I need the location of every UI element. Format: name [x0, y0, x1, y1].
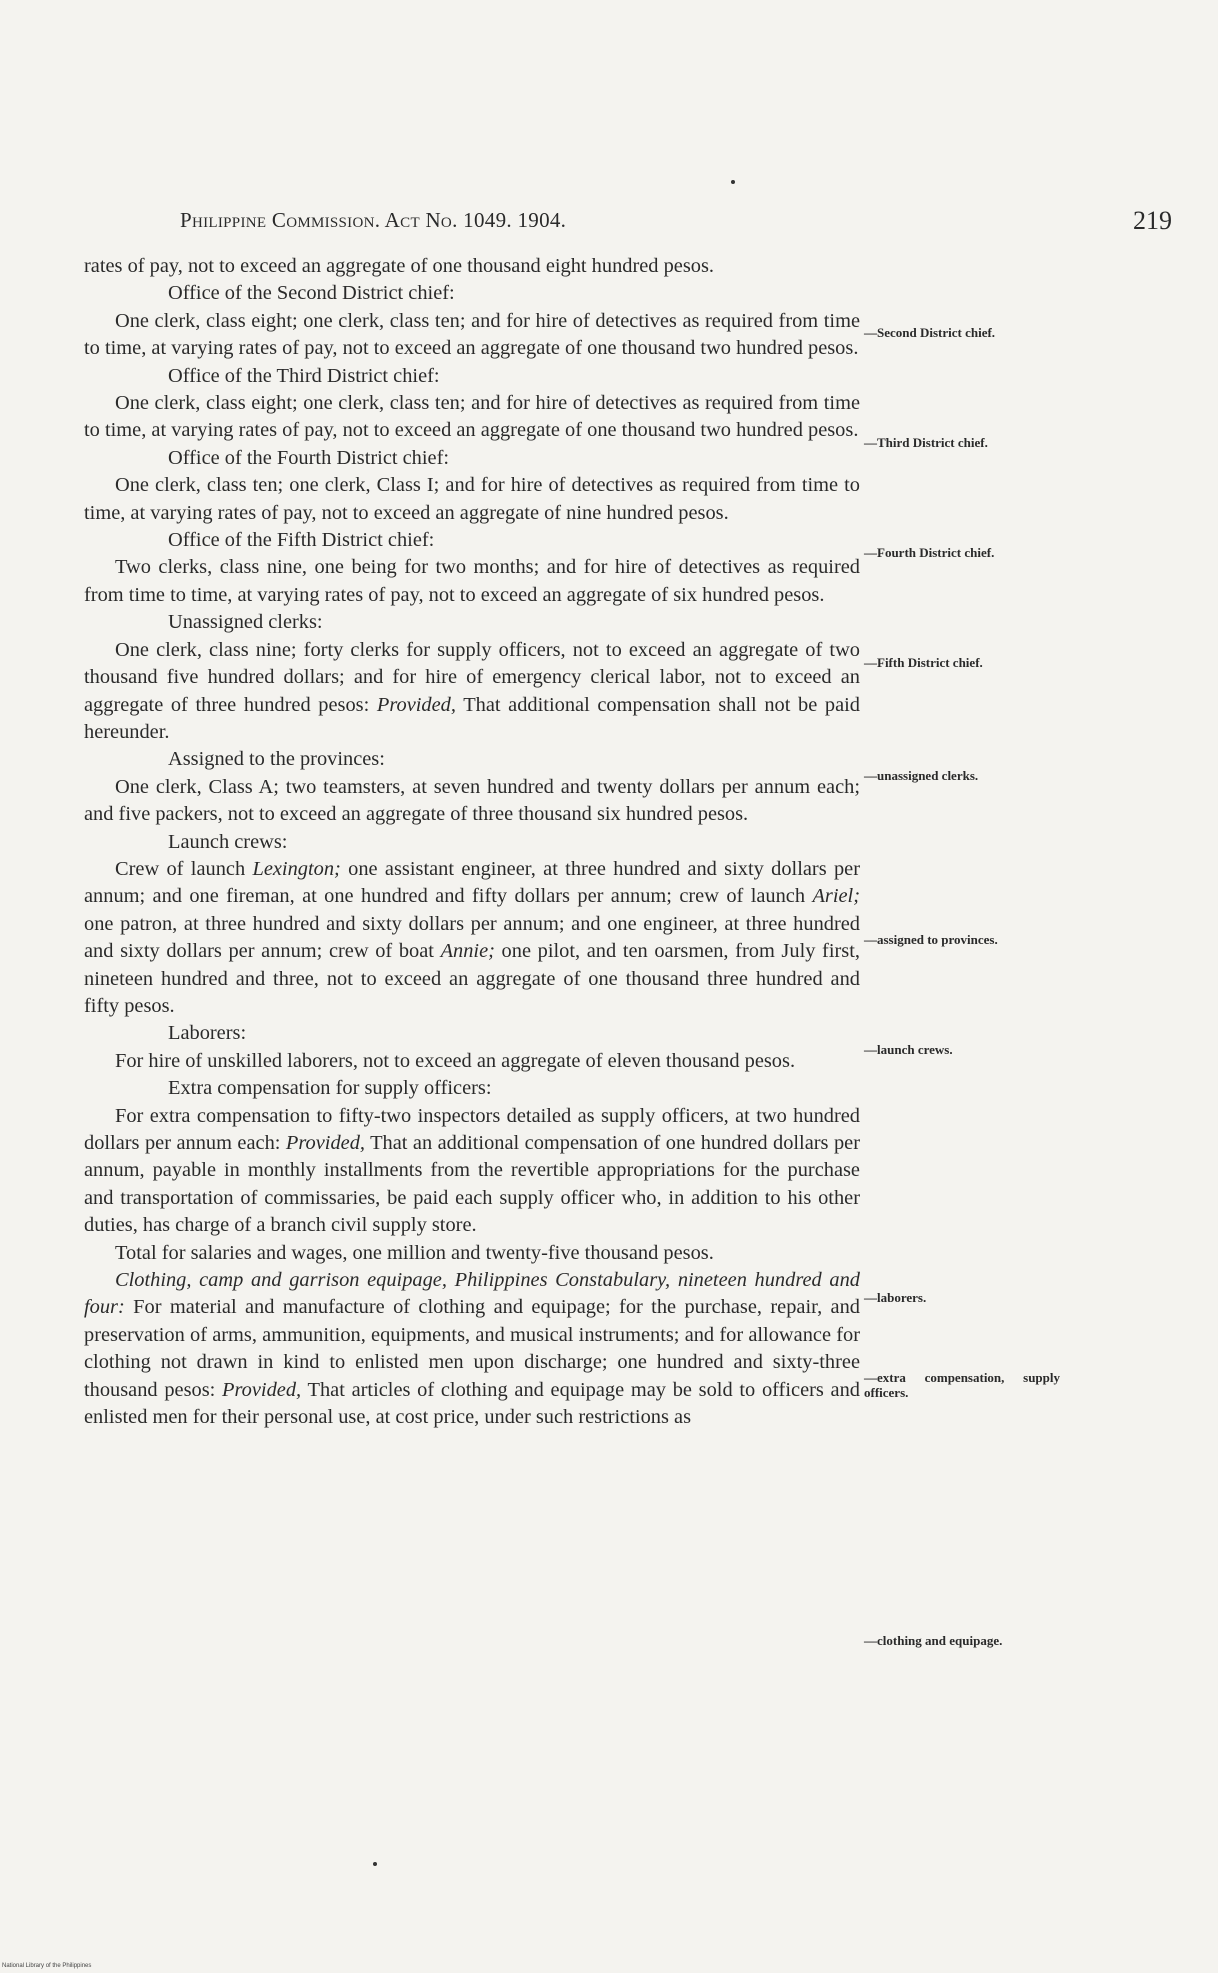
- sidenote-unassigned: —unassigned clerks.: [864, 768, 979, 783]
- text-run: one patron, at three hundred and sixty dollars per annum; and one engineer, at three hundred and sixty dollars per annum; crew of boat: [84, 912, 860, 963]
- text-run: That articles of clothing and equipage may be sold to officers and enlisted men for their personal use, at cost price, under such restrictions as: [84, 1378, 860, 1429]
- text-run: one assistant engineer, at three hundred and sixty dollars per annum; and one fireman, at one hundred and fifty dollars per annum; crew of launch: [84, 857, 861, 908]
- text-run: That additional compensation shall not be paid hereunder.: [84, 693, 860, 743]
- paragraph: [84, 1103, 860, 1240]
- section-heading: Unassigned clerks:: [168, 611, 323, 634]
- sidenote-provinces: —assigned to provinces.: [864, 932, 998, 947]
- paragraph: [84, 1267, 860, 1431]
- italic-text: Provided,: [376, 693, 456, 716]
- text-run: That an additional compensation of one hundred dollars per annum, payable in monthly installments from the revertible appropriations for the purchase and transportation of commissaries, be paid each supply officer who, in addition to his other duties, has charge of a branch civil supply store.: [84, 1132, 860, 1237]
- italic-text: Annie;: [440, 940, 495, 963]
- text-run: one pilot, and ten oarsmen, from July first, nineteen hundred and three, not to exceed an aggregate of one thousand three hundred and fifty pesos.: [84, 940, 860, 1017]
- italic-text: Ariel;: [812, 885, 860, 908]
- section-heading: Assigned to the provinces:: [168, 748, 385, 771]
- scan-credit: National Library of the Philippines: [2, 1963, 92, 1969]
- paragraph: Two clerks, class nine, one being for two months; and for hire of detectives as required from time to time, at varying rates of pay, not to exceed an aggregate of six hundred pesos.: [84, 556, 860, 606]
- paragraph: One clerk, Class A; two teamsters, at seven hundred and twenty dollars per annum each; and five packers, not to exceed an aggregate of three thousand six hundred pesos.: [84, 775, 860, 826]
- paragraph: rates of pay, not to exceed an aggregate of one thousand eight hundred pesos.: [84, 255, 715, 277]
- sidenote-third: —Third District chief.: [864, 435, 988, 450]
- section-heading: Office of the Second District chief:: [168, 282, 455, 305]
- sidenote-fifth: —Fifth District chief.: [864, 655, 983, 670]
- paragraph: One clerk, class eight; one clerk, class ten; and for hire of detectives as required from time to time, at varying rates of pay, not to exceed an aggregate of one thousand two hundred pesos.: [84, 309, 860, 360]
- section-heading: Office of the Fourth District chief:: [168, 446, 450, 469]
- text-run: Crew of launch: [115, 857, 253, 880]
- paragraph: For hire of unskilled laborers, not to exceed an aggregate of eleven thousand pesos.: [115, 1049, 796, 1072]
- printer-dot-bottom: [373, 1862, 377, 1866]
- paragraph: [84, 856, 860, 1020]
- sidenote-extra: —extra compensation, supply officers.: [864, 1370, 1060, 1400]
- page-header: [180, 208, 1172, 238]
- text-run: For extra compensation to fifty-two inspectors detailed as supply officers, at two hundred dollars per annum each:: [84, 1104, 860, 1154]
- sidenote-fourth: —Fourth District chief.: [864, 545, 995, 560]
- text-run: For material and manufacture of clothing and equipage; for the purchase, repair, and preservation of arms, ammunition, equipments, and musical instruments; and for allowance for clothing not drawn in kind to enlisted men upon discharge; one hundred and sixty-three thousand pesos:: [84, 1296, 860, 1401]
- sidenote-clothing: —clothing and equipage.: [864, 1633, 1003, 1648]
- paragraph: Total for salaries and wages, one million and twenty-five thousand pesos.: [115, 1241, 714, 1264]
- italic-text: Lexington;: [252, 857, 341, 880]
- section-heading: Office of the Fifth District chief:: [168, 529, 435, 552]
- paragraph: One clerk, class ten; one clerk, Class I; and for hire of detectives as required from time to time, at varying rates of pay, not to exceed an aggregate of nine hundred pesos.: [84, 474, 860, 524]
- sidenote-second: —Second District chief.: [864, 325, 996, 340]
- section-heading: Launch crews:: [168, 830, 288, 853]
- printer-dot-top: [731, 180, 735, 184]
- page-number: 219: [1133, 206, 1172, 235]
- section-heading: Office of the Third District chief:: [168, 364, 440, 387]
- italic-text: Clothing, camp and garrison equipage, Philippines Constabulary, nineteen hundred and four:: [84, 1269, 860, 1319]
- section-heading: Extra compensation for supply officers:: [168, 1077, 492, 1100]
- section-heading: Laborers:: [168, 1022, 247, 1045]
- sidenote-launch: —launch crews.: [864, 1042, 953, 1057]
- running-head: Philippine Commission. Act No. 1049. 1904.: [180, 208, 567, 232]
- paragraph: One clerk, class eight; one clerk, class ten; and for hire of detectives as required from time to time, at varying rates of pay, not to exceed an aggregate of one thousand two hundred pesos.: [84, 392, 860, 442]
- sidenote-laborers: —laborers.: [864, 1290, 927, 1305]
- text-run: One clerk, class nine; forty clerks for supply officers, not to exceed an aggregate of two thousand five hundred dollars; and for hire of emergency clerical labor, not to exceed an aggregate of three hundred pesos:: [84, 638, 860, 716]
- main-text: [84, 253, 860, 1431]
- italic-text: Provided,: [222, 1378, 302, 1401]
- paragraph: [84, 637, 860, 747]
- italic-text: Provided,: [285, 1132, 365, 1154]
